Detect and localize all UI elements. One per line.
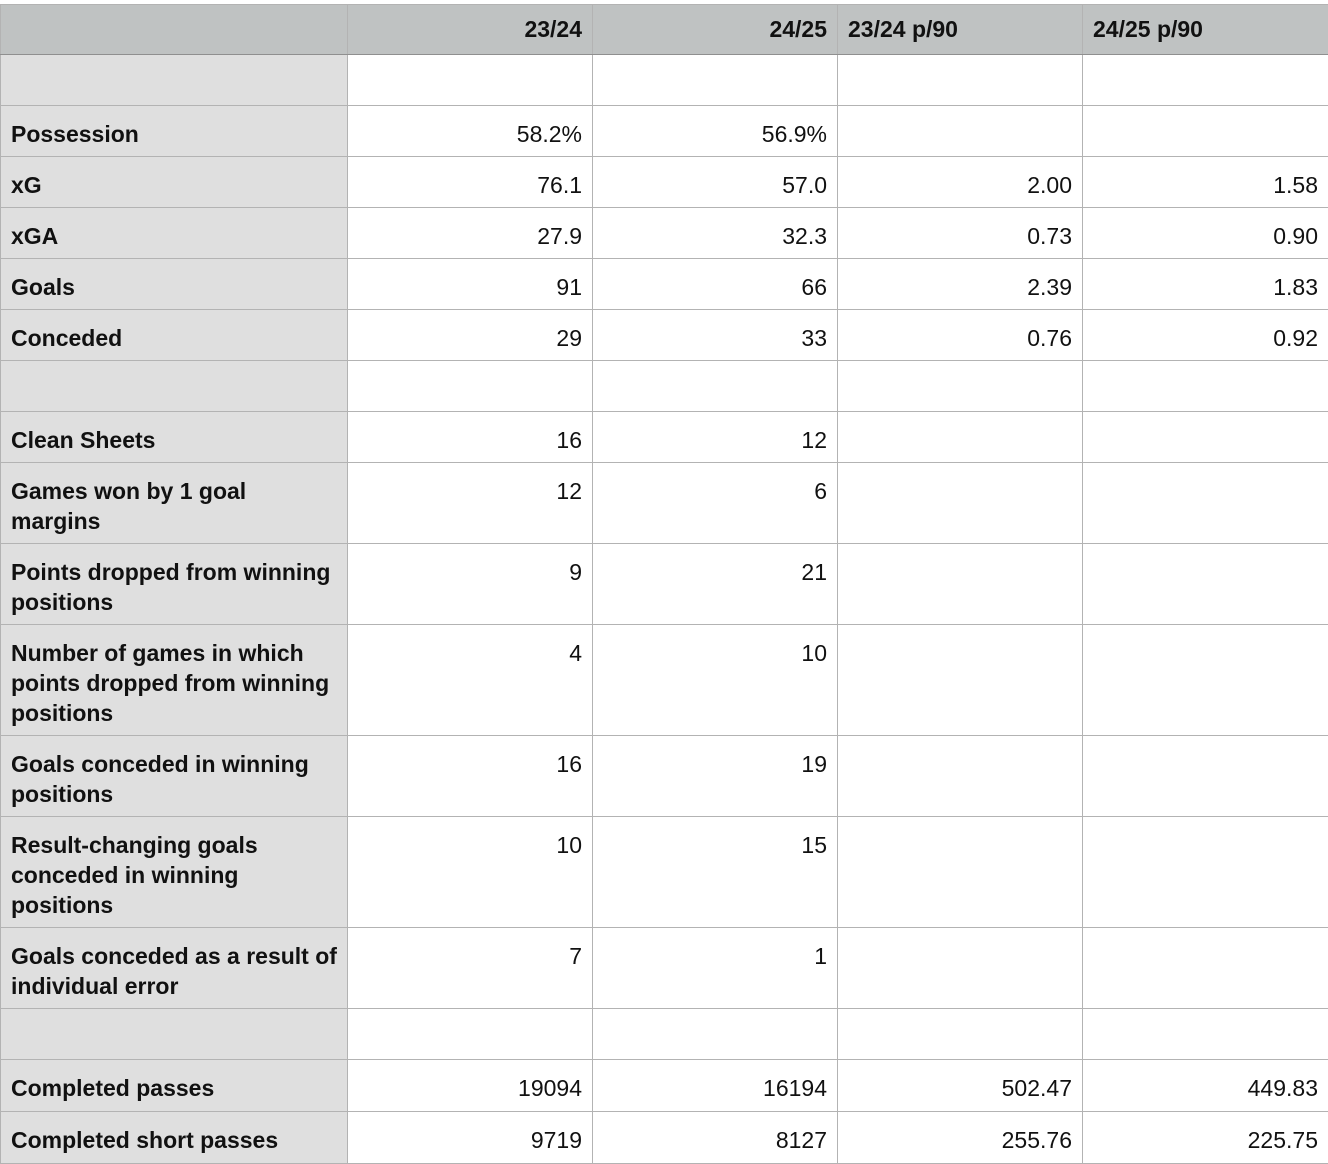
table-row bbox=[1, 1112, 1328, 1164]
value-cell[interactable]: 91 bbox=[348, 259, 593, 310]
value-cell[interactable]: 12 bbox=[593, 412, 838, 463]
table-row bbox=[1, 817, 1328, 928]
header-cell-2324-p90[interactable]: 23/24 p/90 bbox=[838, 5, 1083, 55]
value-cell[interactable] bbox=[1083, 412, 1328, 463]
value-cell[interactable] bbox=[1083, 106, 1328, 157]
value-cell[interactable] bbox=[838, 361, 1083, 412]
table-row bbox=[1, 736, 1328, 817]
table-row bbox=[1, 157, 1328, 208]
value-cell[interactable] bbox=[593, 361, 838, 412]
value-cell[interactable] bbox=[838, 463, 1083, 544]
header-cell-blank[interactable] bbox=[1, 5, 348, 55]
value-cell[interactable] bbox=[348, 361, 593, 412]
table-row bbox=[1, 361, 1328, 412]
value-cell[interactable]: 225.75 bbox=[1083, 1112, 1328, 1164]
header-row bbox=[1, 5, 1328, 55]
value-cell[interactable] bbox=[838, 412, 1083, 463]
table-row bbox=[1, 208, 1328, 259]
table-row bbox=[1, 1009, 1328, 1060]
header-cell-2425-p90[interactable]: 24/25 p/90 bbox=[1083, 5, 1328, 55]
table-row bbox=[1, 310, 1328, 361]
value-cell[interactable] bbox=[348, 1009, 593, 1060]
value-cell[interactable]: 15 bbox=[593, 817, 838, 928]
row-label-cell[interactable]: Goals bbox=[1, 259, 348, 310]
value-cell[interactable]: 32.3 bbox=[593, 208, 838, 259]
value-cell[interactable]: 2.00 bbox=[838, 157, 1083, 208]
row-label-cell[interactable]: Goals conceded as a result of individual error bbox=[1, 928, 348, 1009]
value-cell[interactable] bbox=[838, 1009, 1083, 1060]
header-cell-2425[interactable]: 24/25 bbox=[593, 5, 838, 55]
value-cell[interactable] bbox=[1083, 463, 1328, 544]
row-label-cell[interactable]: Completed short passes bbox=[1, 1112, 348, 1164]
value-cell[interactable]: 4 bbox=[348, 625, 593, 736]
table-row bbox=[1, 259, 1328, 310]
value-cell[interactable]: 0.92 bbox=[1083, 310, 1328, 361]
table-row bbox=[1, 55, 1328, 106]
value-cell[interactable]: 66 bbox=[593, 259, 838, 310]
table-row bbox=[1, 1060, 1328, 1112]
value-cell[interactable]: 0.73 bbox=[838, 208, 1083, 259]
value-cell[interactable] bbox=[838, 55, 1083, 106]
value-cell[interactable] bbox=[1083, 817, 1328, 928]
table-row bbox=[1, 928, 1328, 1009]
value-cell[interactable]: 9719 bbox=[348, 1112, 593, 1164]
value-cell[interactable]: 27.9 bbox=[348, 208, 593, 259]
row-label-cell[interactable] bbox=[1, 55, 348, 106]
value-cell[interactable] bbox=[348, 55, 593, 106]
value-cell[interactable]: 56.9% bbox=[593, 106, 838, 157]
header-cell-2324[interactable]: 23/24 bbox=[348, 5, 593, 55]
value-cell[interactable] bbox=[838, 106, 1083, 157]
value-cell[interactable]: 21 bbox=[593, 544, 838, 625]
value-cell[interactable]: 57.0 bbox=[593, 157, 838, 208]
value-cell[interactable]: 7 bbox=[348, 928, 593, 1009]
row-label-cell[interactable]: Completed passes bbox=[1, 1060, 348, 1112]
value-cell[interactable]: 10 bbox=[348, 817, 593, 928]
value-cell[interactable] bbox=[838, 928, 1083, 1009]
value-cell[interactable]: 16 bbox=[348, 736, 593, 817]
row-label-cell[interactable]: Number of games in which points dropped from winning positions bbox=[1, 625, 348, 736]
value-cell[interactable] bbox=[838, 625, 1083, 736]
value-cell[interactable]: 33 bbox=[593, 310, 838, 361]
value-cell[interactable] bbox=[1083, 625, 1328, 736]
value-cell[interactable] bbox=[1083, 736, 1328, 817]
value-cell[interactable]: 1 bbox=[593, 928, 838, 1009]
table-row bbox=[1, 544, 1328, 625]
value-cell[interactable]: 76.1 bbox=[348, 157, 593, 208]
value-cell[interactable]: 19094 bbox=[348, 1060, 593, 1112]
table-row bbox=[1, 625, 1328, 736]
value-cell[interactable]: 0.90 bbox=[1083, 208, 1328, 259]
row-label-cell[interactable]: Result-changing goals conceded in winning positions bbox=[1, 817, 348, 928]
value-cell[interactable] bbox=[1083, 928, 1328, 1009]
value-cell[interactable] bbox=[1083, 1009, 1328, 1060]
value-cell[interactable]: 16 bbox=[348, 412, 593, 463]
value-cell[interactable]: 449.83 bbox=[1083, 1060, 1328, 1112]
value-cell[interactable]: 29 bbox=[348, 310, 593, 361]
value-cell[interactable] bbox=[838, 544, 1083, 625]
value-cell[interactable] bbox=[838, 817, 1083, 928]
value-cell[interactable]: 1.83 bbox=[1083, 259, 1328, 310]
row-label-cell[interactable]: Possession bbox=[1, 106, 348, 157]
value-cell[interactable]: 255.76 bbox=[838, 1112, 1083, 1164]
row-label-cell[interactable]: xG bbox=[1, 157, 348, 208]
table-row bbox=[1, 106, 1328, 157]
value-cell[interactable]: 16194 bbox=[593, 1060, 838, 1112]
value-cell[interactable]: 1.58 bbox=[1083, 157, 1328, 208]
row-label-cell[interactable]: Conceded bbox=[1, 310, 348, 361]
stats-table bbox=[0, 4, 1328, 1164]
value-cell[interactable] bbox=[838, 736, 1083, 817]
value-cell[interactable]: 2.39 bbox=[838, 259, 1083, 310]
row-label-cell[interactable]: Clean Sheets bbox=[1, 412, 348, 463]
value-cell[interactable]: 502.47 bbox=[838, 1060, 1083, 1112]
row-label-cell[interactable] bbox=[1, 361, 348, 412]
value-cell[interactable] bbox=[1083, 544, 1328, 625]
row-label-cell[interactable]: Goals conceded in winning positions bbox=[1, 736, 348, 817]
value-cell[interactable]: 9 bbox=[348, 544, 593, 625]
value-cell[interactable]: 8127 bbox=[593, 1112, 838, 1164]
row-label-cell[interactable]: Games won by 1 goal margins bbox=[1, 463, 348, 544]
value-cell[interactable] bbox=[1083, 361, 1328, 412]
value-cell[interactable]: 58.2% bbox=[348, 106, 593, 157]
value-cell[interactable] bbox=[593, 55, 838, 106]
value-cell[interactable]: 0.76 bbox=[838, 310, 1083, 361]
value-cell[interactable]: 6 bbox=[593, 463, 838, 544]
row-label-cell[interactable] bbox=[1, 1009, 348, 1060]
value-cell[interactable] bbox=[1083, 55, 1328, 106]
table-row bbox=[1, 463, 1328, 544]
row-label-cell[interactable]: xGA bbox=[1, 208, 348, 259]
value-cell[interactable]: 12 bbox=[348, 463, 593, 544]
value-cell[interactable]: 10 bbox=[593, 625, 838, 736]
table-row bbox=[1, 412, 1328, 463]
value-cell[interactable] bbox=[593, 1009, 838, 1060]
value-cell[interactable]: 19 bbox=[593, 736, 838, 817]
row-label-cell[interactable]: Points dropped from winning positions bbox=[1, 544, 348, 625]
